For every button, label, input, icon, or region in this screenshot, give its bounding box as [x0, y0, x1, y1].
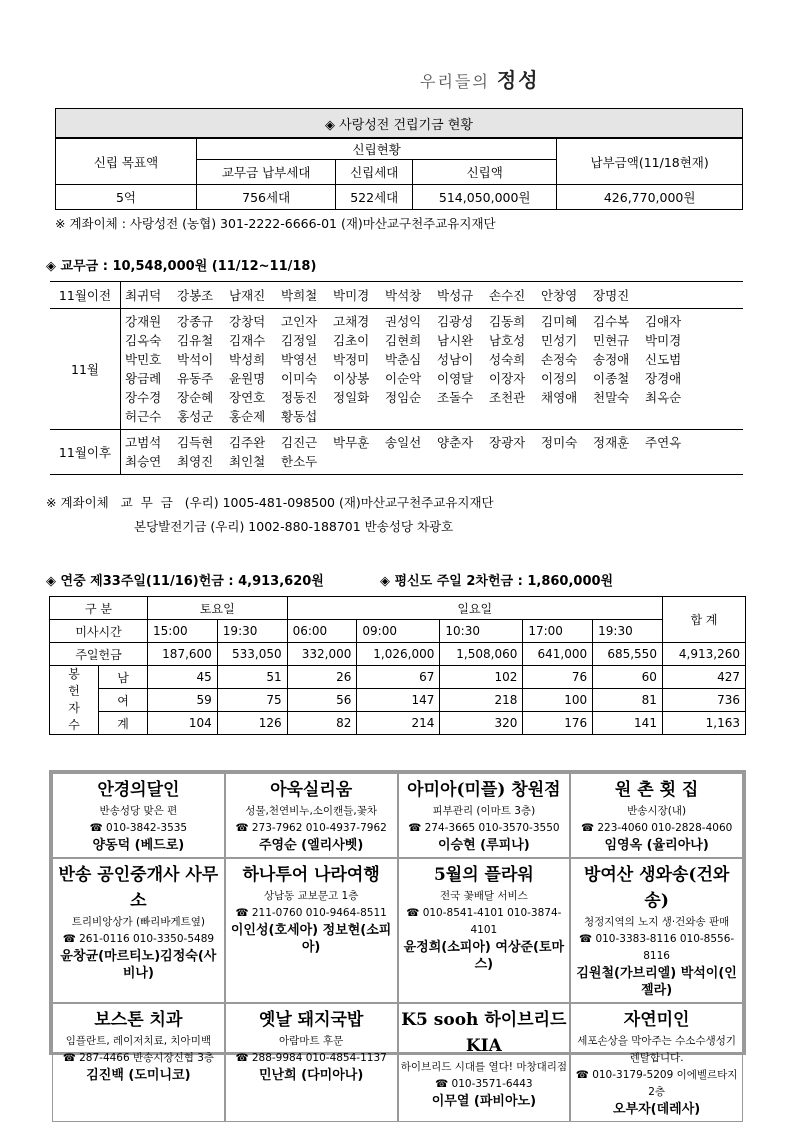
ad-phone: ☎ 010-3383-8116 010-8556-8116	[579, 933, 735, 962]
ad-description: 세포손상을 막아주는 수소수생성기 렌탈합니다.	[577, 1035, 737, 1064]
attendance-value: 59	[148, 689, 218, 712]
ad-business-name: K5 sooh 하이브리드 KIA	[401, 1010, 567, 1056]
ad-phone: ☎ 274-3665 010-3570-3550	[408, 822, 560, 834]
cell: 756세대	[197, 185, 336, 210]
ad-owner: 민난희 (다미아나)	[258, 1068, 364, 1083]
donor-name: 김미혜	[541, 314, 578, 329]
ad-box	[398, 1003, 571, 1122]
ad-box	[225, 773, 398, 858]
ad-owner: 이승현 (루피나)	[437, 838, 530, 853]
ad-phone: ☎ 010-3179-5209 이에벨르타지 2층	[575, 1069, 738, 1098]
attendance-value: 56	[287, 689, 357, 712]
attendance-value: 147	[357, 689, 440, 712]
ad-description: 청정지역의 노지 생·건와송 판매	[584, 916, 730, 928]
donor-name: 강재원	[125, 314, 162, 329]
mass-time: 17:00	[523, 620, 593, 643]
mass-time: 19:30	[593, 620, 663, 643]
donor-name: 주연옥	[645, 435, 682, 450]
names-cell	[121, 430, 744, 475]
donor-name: 정일화	[333, 390, 370, 405]
goal-header: 신립 목표액	[56, 138, 197, 185]
donor-name: 박미경	[333, 287, 370, 303]
donor-name: 신도범	[645, 352, 682, 367]
donor-name: 남시완	[437, 333, 474, 348]
donor-name: 조천관	[489, 390, 526, 405]
offering-value: 533,050	[217, 643, 287, 666]
attendance-value: 218	[440, 689, 523, 712]
donor-name: 성남이	[437, 352, 474, 367]
donor-name: 최승연	[125, 454, 162, 469]
mass-time: 15:00	[148, 620, 218, 643]
sub-header: 신립액	[413, 160, 557, 185]
donor-name: 박성희	[229, 352, 266, 367]
ad-box	[570, 1003, 743, 1122]
offering-value: 187,600	[148, 643, 218, 666]
ad-phone: ☎ 287-4466 반송시장신협 3층	[62, 1052, 215, 1064]
cell: 522세대	[336, 185, 413, 210]
ad-box	[52, 773, 225, 858]
gubun-header: 구 분	[50, 597, 148, 620]
donor-name: 송정애	[593, 352, 630, 367]
total-header: 합 계	[662, 597, 745, 643]
attendance-value: 104	[148, 712, 218, 735]
sub-header: 신립세대	[336, 160, 413, 185]
account-note-2a: ※ 계좌이체 교 무 금 (우리) 1005-481-098500 (재)마산교구천주교유지재단	[46, 495, 494, 510]
attendance-value: 76	[523, 666, 593, 689]
ad-business-name: 아욱실리움	[270, 780, 353, 800]
ad-phone: ☎ 261-0116 010-3350-5489	[62, 933, 215, 945]
donor-name: 박춘심	[385, 352, 422, 367]
account-note-2b: 본당발전기금 (우리) 1002-880-188701 반송성당 차광호	[134, 519, 454, 534]
sub-header: 교무금 납부세대	[197, 160, 336, 185]
donor-name: 박영선	[281, 352, 318, 367]
donor-name: 박석창	[385, 287, 422, 303]
ad-description: 전국 꽃배달 서비스	[439, 890, 528, 902]
attendance-row-label: 계	[99, 712, 148, 735]
donor-name: 이정의	[541, 371, 578, 386]
donor-name: 이장자	[489, 371, 526, 386]
cell: 5억	[56, 185, 197, 210]
donor-name: 정동진	[281, 390, 318, 405]
donor-name: 정재훈	[593, 435, 630, 450]
ad-phone: ☎ 010-8541-4101 010-3874-4101	[406, 907, 562, 936]
ad-owner: 윤정희(소피아) 여상준(토마스)	[403, 940, 565, 972]
ad-description: 아람마트 후문	[279, 1035, 344, 1047]
offering-value: 685,550	[593, 643, 663, 666]
ad-business-name: 원 촌 횟 집	[614, 780, 699, 800]
attendance-value: 176	[523, 712, 593, 735]
collection-heading: ◈ 연중 제33주일(11/16)헌금 : 4,913,620원	[46, 574, 324, 589]
attendance-value: 82	[287, 712, 357, 735]
ad-phone: ☎ 288-9984 010-4854-1137	[235, 1052, 387, 1064]
ad-box	[225, 1003, 398, 1122]
donor-name: 장명진	[593, 287, 630, 303]
donor-name: 박석이	[177, 352, 214, 367]
sunday-header: 일요일	[287, 597, 662, 620]
donor-name: 최영진	[177, 454, 214, 469]
donor-name: 이영달	[437, 371, 474, 386]
attendance-value: 736	[662, 689, 745, 712]
donor-name: 김유철	[177, 333, 214, 348]
saturday-header: 토요일	[148, 597, 288, 620]
ad-phone: ☎ 010-3842-3535	[89, 822, 188, 834]
mass-time-label: 미사시간	[50, 620, 148, 643]
offering-value: 641,000	[523, 643, 593, 666]
attendance-label: 봉 헌 자 수	[50, 666, 99, 735]
donor-name: 강종규	[177, 314, 214, 329]
donor-name: 박미경	[645, 333, 682, 348]
ad-owner: 김원철(가브리엘) 박석이(인젤라)	[576, 966, 737, 998]
ad-business-name: 자연미인	[623, 1010, 690, 1030]
ad-box	[570, 773, 743, 858]
donor-name: 김진근	[281, 435, 318, 450]
donor-name: 김수복	[593, 314, 630, 329]
mass-time: 10:30	[440, 620, 523, 643]
ad-phone: ☎ 211-0760 010-9464-8511	[235, 907, 387, 919]
ad-phone: ☎ 273-7962 010-4937-7962	[235, 822, 387, 834]
donor-name: 박정미	[333, 352, 370, 367]
ad-business-name: 아미아(미플) 창원점	[407, 780, 561, 800]
attendance-value: 26	[287, 666, 357, 689]
ad-business-name: 보스톤 치과	[94, 1010, 183, 1030]
donor-name: 홍순제	[229, 409, 266, 424]
ad-description: 피부관리 (이마트 3층)	[432, 805, 536, 817]
ad-business-name: 5월의 플라워	[433, 865, 534, 885]
donor-name: 박무훈	[333, 435, 370, 450]
donor-name: 김현희	[385, 333, 422, 348]
donor-name: 장수경	[125, 390, 162, 405]
mass-time: 06:00	[287, 620, 357, 643]
attendance-row-label: 남	[99, 666, 148, 689]
donor-name: 채영애	[541, 390, 578, 405]
row-label: 11월이전	[50, 282, 121, 309]
attendance-value: 320	[440, 712, 523, 735]
account-note: ※ 계좌이체 : 사랑성전 (농협) 301-2222-6666-01 (재)마산교구천주교유지재단	[55, 216, 496, 231]
ad-owner: 오부자(데레사)	[613, 1102, 701, 1117]
donor-name: 이종철	[593, 371, 630, 386]
second-collection-heading: ◈ 평신도 주일 2차헌금 : 1,860,000원	[380, 574, 614, 589]
donor-name: 김동희	[489, 314, 526, 329]
mass-time: 19:30	[217, 620, 287, 643]
ad-owner: 윤창균(마르티노)김정숙(사비나)	[60, 949, 217, 981]
ad-phone: ☎ 010-3571-6443	[435, 1078, 533, 1090]
paid-header: 납부금액(11/18현재)	[557, 138, 743, 185]
donor-name: 송일선	[385, 435, 422, 450]
donor-name: 강창덕	[229, 314, 266, 329]
ad-description: 하이브리드 시대를 열다! 마창대리점	[400, 1061, 568, 1073]
ad-business-name: 안경의달인	[97, 780, 180, 800]
donor-name: 남호성	[489, 333, 526, 348]
ad-box	[52, 858, 225, 1003]
donor-name: 강봉조	[177, 287, 214, 303]
collection-table	[49, 596, 746, 735]
attendance-value: 45	[148, 666, 218, 689]
ad-box	[398, 858, 571, 1003]
attendance-value: 51	[217, 666, 287, 689]
building-fund-table	[55, 108, 743, 210]
donor-name: 이상봉	[333, 371, 370, 386]
ad-business-name: 옛날 돼지국밥	[258, 1010, 364, 1030]
donor-name: 최옥순	[645, 390, 682, 405]
donor-name: 민성기	[541, 333, 578, 348]
donor-name: 유동주	[177, 371, 214, 386]
donor-name: 고인자	[281, 314, 318, 329]
donor-name: 홍성군	[177, 409, 214, 424]
donor-name: 김초이	[333, 333, 370, 348]
attendance-value: 60	[593, 666, 663, 689]
building-fund-heading: ◈ 사랑성전 건립기금 현황	[56, 109, 743, 139]
attendance-value: 81	[593, 689, 663, 712]
names-cell	[121, 309, 744, 430]
ad-owner: 주영순 (엘리사벳)	[258, 838, 364, 853]
ad-description: 성물,천연비누,소이캔들,꽃차	[245, 805, 377, 817]
ads-grid	[49, 770, 746, 1117]
donor-name: 권성익	[385, 314, 422, 329]
row-label: 11월	[50, 309, 121, 430]
pledge-table	[50, 281, 743, 475]
offering-value: 1,026,000	[357, 643, 440, 666]
attendance-value: 67	[357, 666, 440, 689]
ad-owner: 김진백 (도미니코)	[86, 1068, 191, 1083]
ad-description: 반송성당 맞은 편	[99, 805, 178, 817]
ad-business-name: 방여산 생와송(건와송)	[583, 865, 730, 911]
offering-value: 332,000	[287, 643, 357, 666]
donor-name: 김정일	[281, 333, 318, 348]
donor-name: 왕금례	[125, 371, 162, 386]
donor-name: 박성규	[437, 287, 474, 303]
donor-name: 천말숙	[593, 390, 630, 405]
donor-name: 정미숙	[541, 435, 578, 450]
donor-name: 박민호	[125, 352, 162, 367]
names-cell	[121, 282, 744, 309]
ad-description: 트리비앙상가 (빠리바게트옆)	[71, 916, 205, 928]
donor-name: 윤원명	[229, 371, 266, 386]
donor-name: 김주완	[229, 435, 266, 450]
attendance-value: 126	[217, 712, 287, 735]
offering-value: 1,508,060	[440, 643, 523, 666]
ad-owner: 이인성(호세아) 정보현(소피아)	[230, 923, 392, 955]
status-header: 신립현황	[197, 138, 557, 160]
ad-box	[570, 858, 743, 1003]
row-label: 11월이후	[50, 430, 121, 475]
ad-phone: ☎ 223-4060 010-2828-4060	[580, 822, 733, 834]
ad-business-name: 하나투어 나라여행	[242, 865, 380, 885]
donor-name: 고채경	[333, 314, 370, 329]
donor-name: 장광자	[489, 435, 526, 450]
attendance-row-label: 여	[99, 689, 148, 712]
donor-name: 조돌수	[437, 390, 474, 405]
donor-name: 김재수	[229, 333, 266, 348]
donor-name: 최귀덕	[125, 287, 162, 303]
offering-total: 4,913,260	[662, 643, 745, 666]
donor-name: 황동섭	[281, 409, 318, 424]
donor-name: 박희철	[281, 287, 318, 303]
donor-name: 민현규	[593, 333, 630, 348]
attendance-value: 75	[217, 689, 287, 712]
donor-name: 고범석	[125, 435, 162, 450]
ad-owner: 임영옥 (율리아나)	[604, 838, 709, 853]
ad-box	[398, 773, 571, 858]
attendance-value: 214	[357, 712, 440, 735]
ad-description: 임플란트, 레이저치료, 치아미백	[65, 1035, 211, 1047]
attendance-value: 1,163	[662, 712, 745, 735]
donor-name: 이순악	[385, 371, 422, 386]
ad-description: 상남동 교보문고 1층	[263, 890, 359, 902]
donor-name: 김옥숙	[125, 333, 162, 348]
donor-name: 최인철	[229, 454, 266, 469]
donor-name: 성숙희	[489, 352, 526, 367]
mass-time: 09:00	[357, 620, 440, 643]
ad-description: 반송시장(내)	[627, 805, 687, 817]
donor-name: 김광성	[437, 314, 474, 329]
offering-label: 주일헌금	[50, 643, 148, 666]
attendance-value: 141	[593, 712, 663, 735]
ad-box	[52, 1003, 225, 1122]
donor-name: 양춘자	[437, 435, 474, 450]
donor-name: 허근수	[125, 409, 162, 424]
attendance-value: 102	[440, 666, 523, 689]
donor-name: 정임순	[385, 390, 422, 405]
donor-name: 손정숙	[541, 352, 578, 367]
attendance-value: 427	[662, 666, 745, 689]
ad-business-name: 반송 공인중개사 사무소	[58, 865, 219, 911]
cell: 426,770,000원	[557, 185, 743, 210]
ad-owner: 양동덕 (베드로)	[92, 838, 185, 853]
attendance-value: 100	[523, 689, 593, 712]
donor-name: 남재진	[229, 287, 266, 303]
donor-name: 장순혜	[177, 390, 214, 405]
pledge-heading: ◈ 교무금 : 10,548,000원 (11/12~11/18)	[46, 259, 317, 274]
donor-name: 한소두	[281, 454, 318, 469]
donor-name: 이미숙	[281, 371, 318, 386]
donor-name: 장연호	[229, 390, 266, 405]
donor-name: 장경애	[645, 371, 682, 386]
ad-box	[225, 858, 398, 1003]
donor-name: 안창영	[541, 287, 578, 303]
page-title: 우리들의 정성	[420, 68, 540, 92]
donor-name: 손수진	[489, 287, 526, 303]
ad-owner: 이무열 (파비아노)	[431, 1094, 537, 1109]
donor-name: 김득현	[177, 435, 214, 450]
donor-name: 김애자	[645, 314, 682, 329]
cell: 514,050,000원	[413, 185, 557, 210]
